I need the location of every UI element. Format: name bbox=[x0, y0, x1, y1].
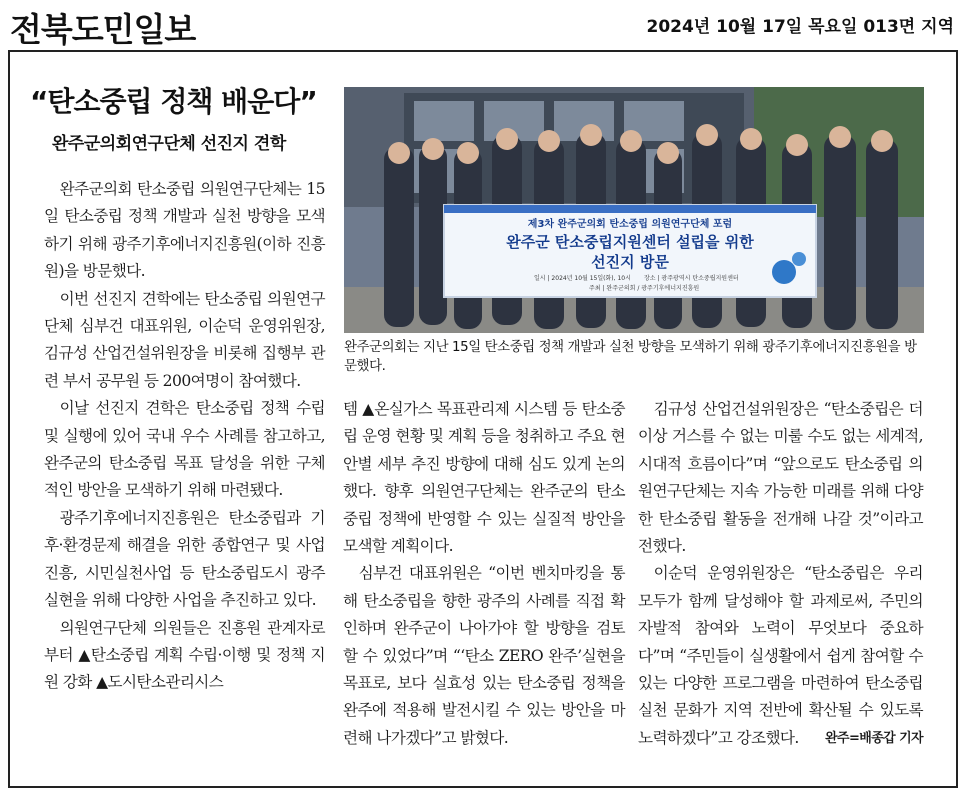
article-column-3 bbox=[638, 396, 923, 753]
paragraph: 완주군의회 탄소중립 의원연구단체는 15일 탄소중립 정책 개발과 실천 방향을 모색하기 위해 광주기후에너지진흥원(이하 진흥원)을 방문했다. bbox=[44, 180, 325, 281]
article-column-2 bbox=[343, 396, 625, 752]
byline: 완주=배종갑 기자 bbox=[825, 731, 923, 747]
article-photo bbox=[344, 87, 924, 333]
article-column-1 bbox=[44, 176, 325, 697]
group-photo-illustration bbox=[344, 87, 924, 333]
banner-place: 장소 | 광주광역시 탄소중립지원센터 bbox=[644, 275, 739, 282]
paragraph: 심부건 대표위원은 “이번 벤치마킹을 통해 탄소중립을 향한 광주의 사례를 직접 확인하며 완주군이 나아가야 할 방향을 검토할 수 있었다”며 “‘탄소 ZERO 완주’실현을 목표로, 보다 실효성 있는 탄소중립 정책을 완주에 적용해 발전시킬 수 있는 방안을 마련해 나가겠다”고 밝혔다. bbox=[343, 564, 625, 747]
subhead: 완주군의회연구단체 선진지 견학 bbox=[52, 134, 286, 154]
banner-line1: 제3차 완주군의회 탄소중립 의원연구단체 포럼 bbox=[527, 219, 733, 230]
paragraph: 김규성 산업건설위원장은 “탄소중립은 더 이상 거스를 수 없는 미룰 수도 없는 세계적, 시대적 흐름이다”며 “앞으로도 탄소중립 의원연구단체는 지속 가능한 미래를 위해 다양한 탄소중립 활동을 전개해 나갈 것”이라고 전했다. bbox=[638, 400, 923, 556]
headline: “탄소중립 정책 배운다” bbox=[30, 85, 317, 118]
masthead bbox=[8, 4, 958, 48]
dateline: 2024년 10월 17일 목요일 013면 지역 bbox=[646, 17, 954, 37]
paragraph: 이순덕 운영위원장은 “탄소중립은 우리 모두가 함께 달성해야 할 과제로써, 주민의 자발적 참여와 노력이 무엇보다 중요하다”며 “주민들이 실생활에서 쉽게 참여할 수 있는 다양한 프로그램을 마련하여 탄소중립 실천 문화가 지역 전반에 확산될 수 있도록 노력하겠다”고 강조했다. bbox=[638, 564, 923, 747]
paragraph: 템 ▲온실가스 목표관리제 시스템 등 탄소중립 운영 현황 및 계획 등을 청취하고 주요 현안별 세부 추진 방향에 대해 심도 있게 논의했다. 향후 의원연구단체는 완주군의 탄소중립 정책에 반영할 수 있는 실질적 방안을 모색할 계획이다. bbox=[343, 400, 625, 556]
banner-date: 일시 | 2024년 10월 15일(화), 10시 bbox=[534, 275, 631, 282]
paragraph: 광주기후에너지진흥원은 탄소중립과 기후·환경문제 해결을 위한 종합연구 및 사업진흥, 시민실천사업 등 탄소중립도시 광주 실현을 위해 다양한 사업을 추진하고 있다. bbox=[44, 508, 325, 610]
banner-host: 주최 | 완주군의회 / 광주기후에너지진흥원 bbox=[589, 285, 700, 292]
photo-caption: 완주군의회는 지난 15일 탄소중립 정책 개발과 실천 방향을 모색하기 위해 광주기후에너지진흥원을 방문했다. bbox=[344, 340, 917, 374]
newspaper-logo: 전북도민일보 bbox=[10, 10, 196, 49]
banner-line2: 완주군 탄소중립지원센터 설립을 위한 bbox=[506, 233, 754, 251]
paragraph: 이번 선진지 견학에는 탄소중립 의원연구단체 심부건 대표위원, 이순덕 운영위원장, 김규성 산업건설위원장을 비롯해 집행부 관련 부서 공무원 등 200여명이 참여했다. bbox=[44, 289, 325, 390]
paragraph: 의원연구단체 의원들은 진흥원 관계자로부터 ▲탄소중립 계획 수립·이행 및 정책 지원 강화 ▲도시탄소관리시스 bbox=[44, 618, 325, 692]
banner-line3: 선진지 방문 bbox=[591, 253, 669, 271]
paragraph: 이날 선진지 견학은 탄소중립 정책 수립 및 실행에 있어 국내 우수 사례를 참고하고, 완주군의 탄소중립 목표 달성을 위한 구체적인 방안을 모색하기 위해 마련됐다. bbox=[44, 399, 325, 500]
